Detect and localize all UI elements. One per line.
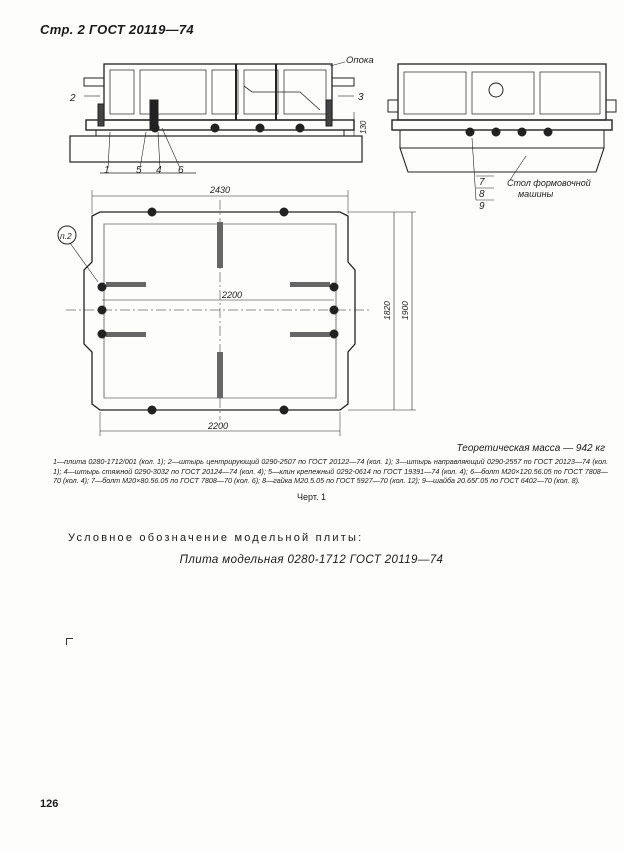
plan-view — [58, 190, 416, 436]
parts-legend: 1—плита 0280-1712/001 (кол. 1); 2—штырь центрирующий 0290-2507 по ГОСТ 20122—74 (кол. 1); 3—штырь направляющий 0290-2557 по ГОСТ 20123—74 (кол. 1); 4—штырь стяжной 0290-3032 по ГОСТ 20124—74 (кол. 4); 5—клин крепежный 0292-0614 по ГОСТ 19391—74 (кол. 4); 6—болт М20×120.56.05 по ГОСТ 7808—70 (кол. 4); 7—болт М20×80.56.05 по ГОСТ 7808—70 (кол. 6); 8—гайка М20.5.05 по ГОСТ 5927—70 (кол. 12); 9—шайба 20.65Г.05 по ГОСТ 6402—70 (кол. 8). — [53, 457, 608, 486]
dim-130: 130 — [359, 120, 368, 134]
callout-2: 2 — [70, 93, 76, 104]
dim-2200-bottom: 2200 — [208, 421, 229, 431]
flask-label: Опока — [346, 55, 374, 66]
page-header: Стр. 2 ГОСТ 20119—74 — [40, 22, 194, 37]
dim-2200-inner: 2200 — [222, 290, 243, 300]
dim-1820: 1820 — [382, 301, 392, 320]
callout-3: 3 — [358, 92, 364, 103]
callout-4: 4 — [156, 165, 162, 176]
figure-caption: Черт. 1 — [297, 492, 326, 502]
callout-9: 9 — [479, 201, 485, 212]
side-view — [70, 62, 362, 173]
callout-6: 6 — [178, 165, 184, 176]
dim-2430: 2430 — [210, 185, 231, 195]
callout-7: 7 — [479, 177, 485, 188]
table-label-1: Стол формовочной — [507, 178, 591, 188]
detail-ref: п.2 — [60, 231, 72, 241]
theoretical-mass: Теоретическая масса — 942 кг — [456, 443, 605, 454]
callout-5: 5 — [136, 165, 142, 176]
callout-8: 8 — [479, 189, 485, 200]
designation-value: Плита модельная 0280-1712 ГОСТ 20119—74 — [179, 554, 444, 566]
callout-1: 1 — [104, 165, 110, 176]
dim-1900: 1900 — [400, 301, 410, 320]
designation-label: Условное обозначение модельной плиты: — [68, 532, 364, 544]
table-label-2: машины — [518, 189, 554, 199]
corner-mark — [66, 638, 73, 645]
page-number: 126 — [40, 798, 59, 810]
